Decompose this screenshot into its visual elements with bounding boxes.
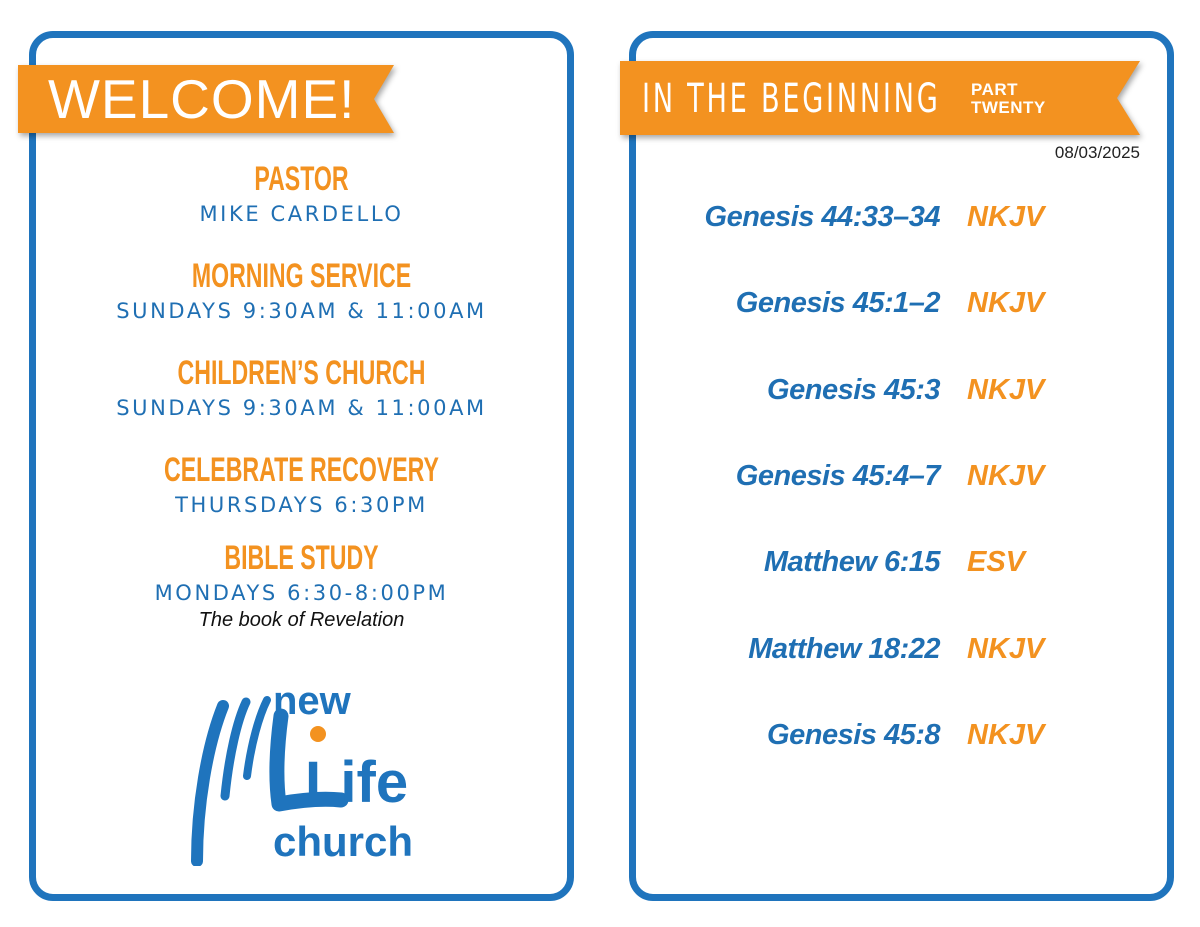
info-heading: CHILDREN’S CHURCH xyxy=(177,354,426,392)
bible-version: NKJV xyxy=(967,374,1045,406)
reading-row xyxy=(640,456,1160,496)
reading-row xyxy=(640,197,1160,237)
reading-row xyxy=(640,542,1160,582)
info-detail: SUNDAYS 9:30AM & 11:00AM xyxy=(116,396,487,420)
scripture-reference: Genesis 45:4–7 xyxy=(735,460,940,492)
welcome-banner xyxy=(18,65,398,133)
reading-row xyxy=(640,715,1160,755)
bible-version: NKJV xyxy=(967,460,1045,492)
bible-version: ESV xyxy=(967,546,1026,578)
part-label: PART xyxy=(971,80,1019,99)
info-detail: MIKE CARDELLO xyxy=(199,202,404,226)
info-morning-service xyxy=(29,257,574,324)
info-bible-study xyxy=(29,539,574,632)
scripture-reference: Matthew 6:15 xyxy=(763,546,940,578)
logo-text-life: Life xyxy=(305,750,409,815)
sermon-banner xyxy=(620,61,1142,136)
service-date: 08/03/2025 xyxy=(1054,143,1140,162)
logo-text-church: church xyxy=(273,818,414,865)
sermon-title: IN THE BEGINNING xyxy=(642,76,941,122)
scripture-reference: Genesis 45:3 xyxy=(767,374,940,406)
info-detail: SUNDAYS 9:30AM & 11:00AM xyxy=(116,299,487,323)
logo-text-new: new xyxy=(273,679,351,723)
bible-version: NKJV xyxy=(967,201,1045,233)
info-pastor xyxy=(29,160,574,227)
scripture-reference: Genesis 45:1–2 xyxy=(735,287,940,319)
welcome-title: WELCOME! xyxy=(48,68,356,130)
reading-row xyxy=(640,283,1160,323)
logo-dot-icon xyxy=(310,726,326,742)
info-childrens-church xyxy=(29,354,574,421)
part-number: TWENTY xyxy=(971,98,1046,117)
bible-version: NKJV xyxy=(967,633,1045,665)
scripture-reference: Matthew 18:22 xyxy=(748,633,940,665)
reading-row xyxy=(640,370,1160,410)
logo-graphic xyxy=(183,676,433,866)
new-life-church-logo xyxy=(183,676,433,866)
scripture-reference: Genesis 44:33–34 xyxy=(704,201,940,233)
info-celebrate-recovery xyxy=(29,451,574,518)
info-heading: PASTOR xyxy=(254,160,349,198)
reading-row xyxy=(640,629,1160,669)
scripture-reference: Genesis 45:8 xyxy=(767,719,940,751)
info-heading: MORNING SERVICE xyxy=(191,257,412,295)
sermon-part xyxy=(971,81,1046,117)
info-detail: MONDAYS 6:30-8:00PM xyxy=(154,581,449,605)
info-heading: CELEBRATE RECOVERY xyxy=(164,451,439,489)
info-detail: THURSDAYS 6:30PM xyxy=(175,493,428,517)
bible-version: NKJV xyxy=(967,287,1045,319)
info-note: The book of Revelation xyxy=(198,609,405,631)
info-heading: BIBLE STUDY xyxy=(224,539,379,577)
bible-version: NKJV xyxy=(967,719,1045,751)
